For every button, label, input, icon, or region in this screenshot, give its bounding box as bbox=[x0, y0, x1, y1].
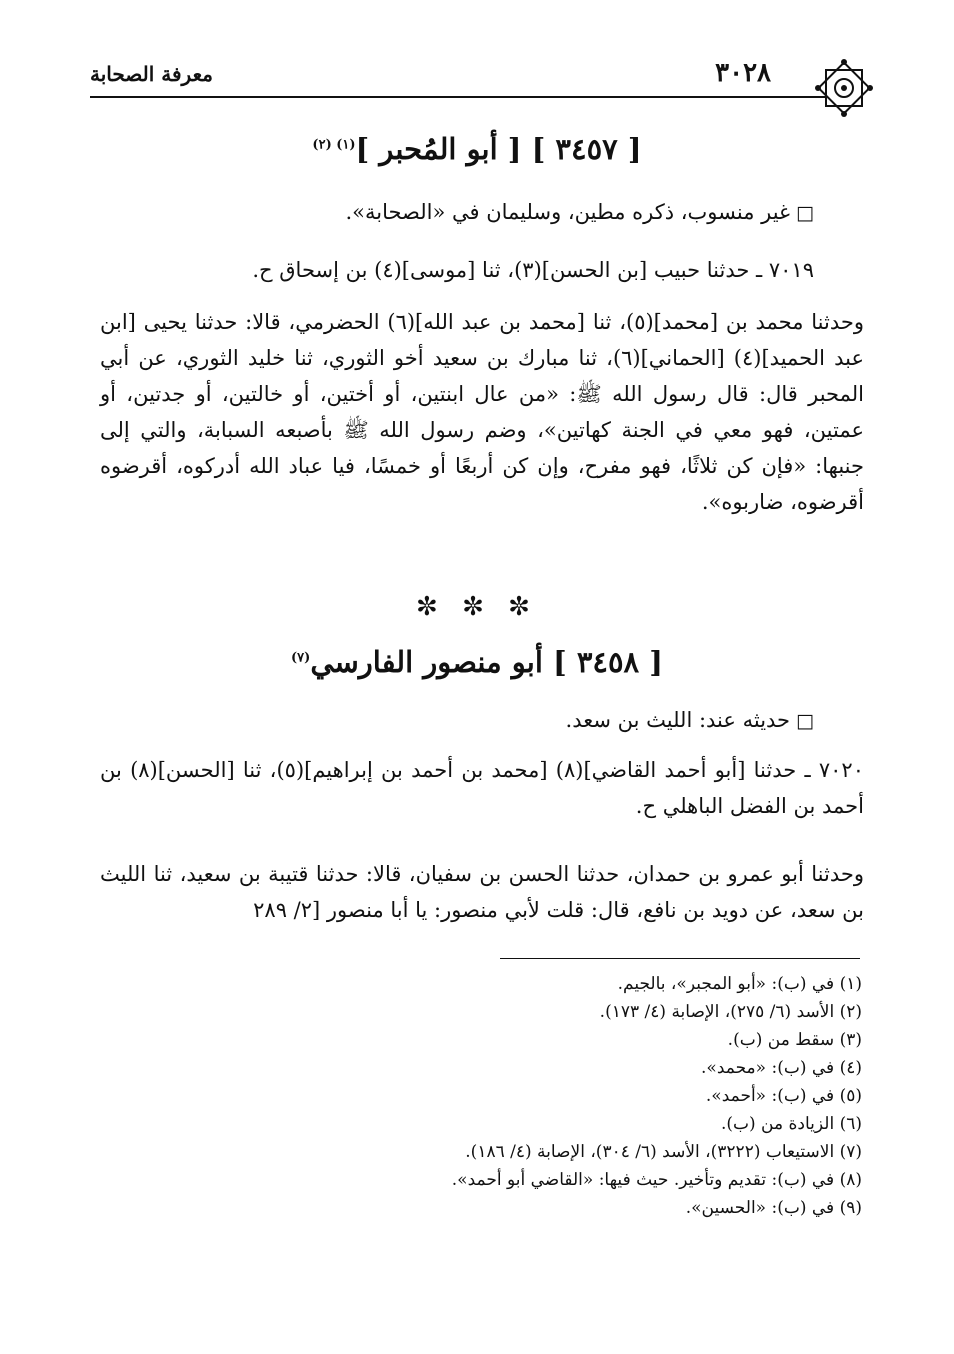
footnote-rule bbox=[500, 958, 860, 959]
footnote: (٥) في (ب): «أحمد». bbox=[705, 1086, 862, 1106]
entry-intro bbox=[100, 194, 814, 231]
star-rosette-ornament-icon bbox=[812, 56, 876, 120]
footnote-marks: (١) (٢) bbox=[312, 137, 356, 153]
footnotes-list bbox=[90, 970, 862, 1222]
hadith-isnad: ٧٠٢٠ ـ حدثنا [أبو أحمد القاضي](٨) [محمد بن أحمد بن إبراهيم](٥)، ثنا [الحسن](٨) بن أحمد بن الفضل الباهلي ح. bbox=[100, 758, 864, 818]
footnote: (٧) الاستيعاب (٣٢٢٢)، الأسد (٦/ ٣٠٤)، الإصابة (٤/ ١٨٦). bbox=[465, 1142, 862, 1162]
footnote: (٩) في (ب): «الحسين». bbox=[685, 1198, 862, 1218]
hadith-body: وحدثنا أبو عمرو بن حمدان، حدثنا الحسن بن سفيان، قالا: حدثنا قتيبة بن سعيد، ثنا الليث بن سعد، عن دويد بن نافع، قال: قلت لأبي منصور: يا أبا منصور [٢/ ٢٨٩ bbox=[100, 862, 864, 922]
footnote: (١) في (ب): «أبو المجبر»، بالجيم. bbox=[617, 974, 862, 994]
footnote: (٢) الأسد (٦/ ٢٧٥)، الإصابة (٤/ ١٧٣). bbox=[599, 1002, 862, 1022]
footnote-marks: (٧) bbox=[291, 650, 311, 666]
footnote: (٣) سقط من (ب). bbox=[727, 1030, 862, 1050]
footnote: (٦) الزيادة من (ب). bbox=[720, 1114, 862, 1134]
entry-heading-text: [ ٣٤٥٧ ] [ أبو المُحبر ] bbox=[355, 132, 642, 166]
entry-heading-text: [ ٣٤٥٨ ] أبو منصور الفارسي bbox=[310, 645, 663, 679]
entry-intro-text: غير منسوب، ذكره مطين، وسليمان في «الصحابة». bbox=[345, 200, 791, 224]
entry-heading bbox=[90, 645, 864, 679]
entry-intro bbox=[100, 702, 814, 739]
entry-intro-text: حديثه عند: الليث بن سعد. bbox=[565, 708, 791, 732]
page-header bbox=[90, 56, 876, 96]
square-bullet-icon: □ bbox=[796, 202, 814, 224]
section-separator: ✼ ✼ ✼ bbox=[416, 592, 538, 622]
page-number: ٣٠٢٨ bbox=[715, 58, 771, 88]
footnote: (٤) في (ب): «محمد». bbox=[701, 1058, 862, 1078]
hadith-isnad: ٧٠١٩ ـ حدثنا حبيب [بن الحسن](٣)، ثنا [موسى](٤) بن إسحاق ح. bbox=[252, 258, 814, 282]
entry-heading bbox=[90, 132, 864, 166]
square-bullet-icon: □ bbox=[796, 710, 814, 732]
running-title: معرفة الصحابة bbox=[90, 62, 213, 86]
footnote: (٨) في (ب): تقديم وتأخير. حيث فيها: «القاضي أبو أحمد». bbox=[451, 1170, 862, 1190]
header-rule bbox=[90, 96, 826, 98]
hadith-body: وحدثنا محمد بن [محمد](٥)، ثنا [محمد بن عبد الله](٦) الحضرمي، قالا: حدثنا يحيى [ابن عبد الحميد](٤) [الحماني](٦)، ثنا مبارك بن سعيد أخو الثوري، ثنا خليد الثوري، عن أبي المحبر قال: قال رسول الله ﷺ: «من عال ابنتين، أو أختين، أو خالتين، أو جدتين، أو عمتين، فهو معي في الجنة كهاتين»، وضم رسول الله ﷺ بأصبعه السبابة، والتي إلى جنبها: «فإن كن ثلاثًا، فهو مفرح، وإن كن أربعًا أو خمسًا، فيا عباد الله أدركوه، أقرضوه أقرضوه، ضاربوه». bbox=[100, 310, 864, 514]
